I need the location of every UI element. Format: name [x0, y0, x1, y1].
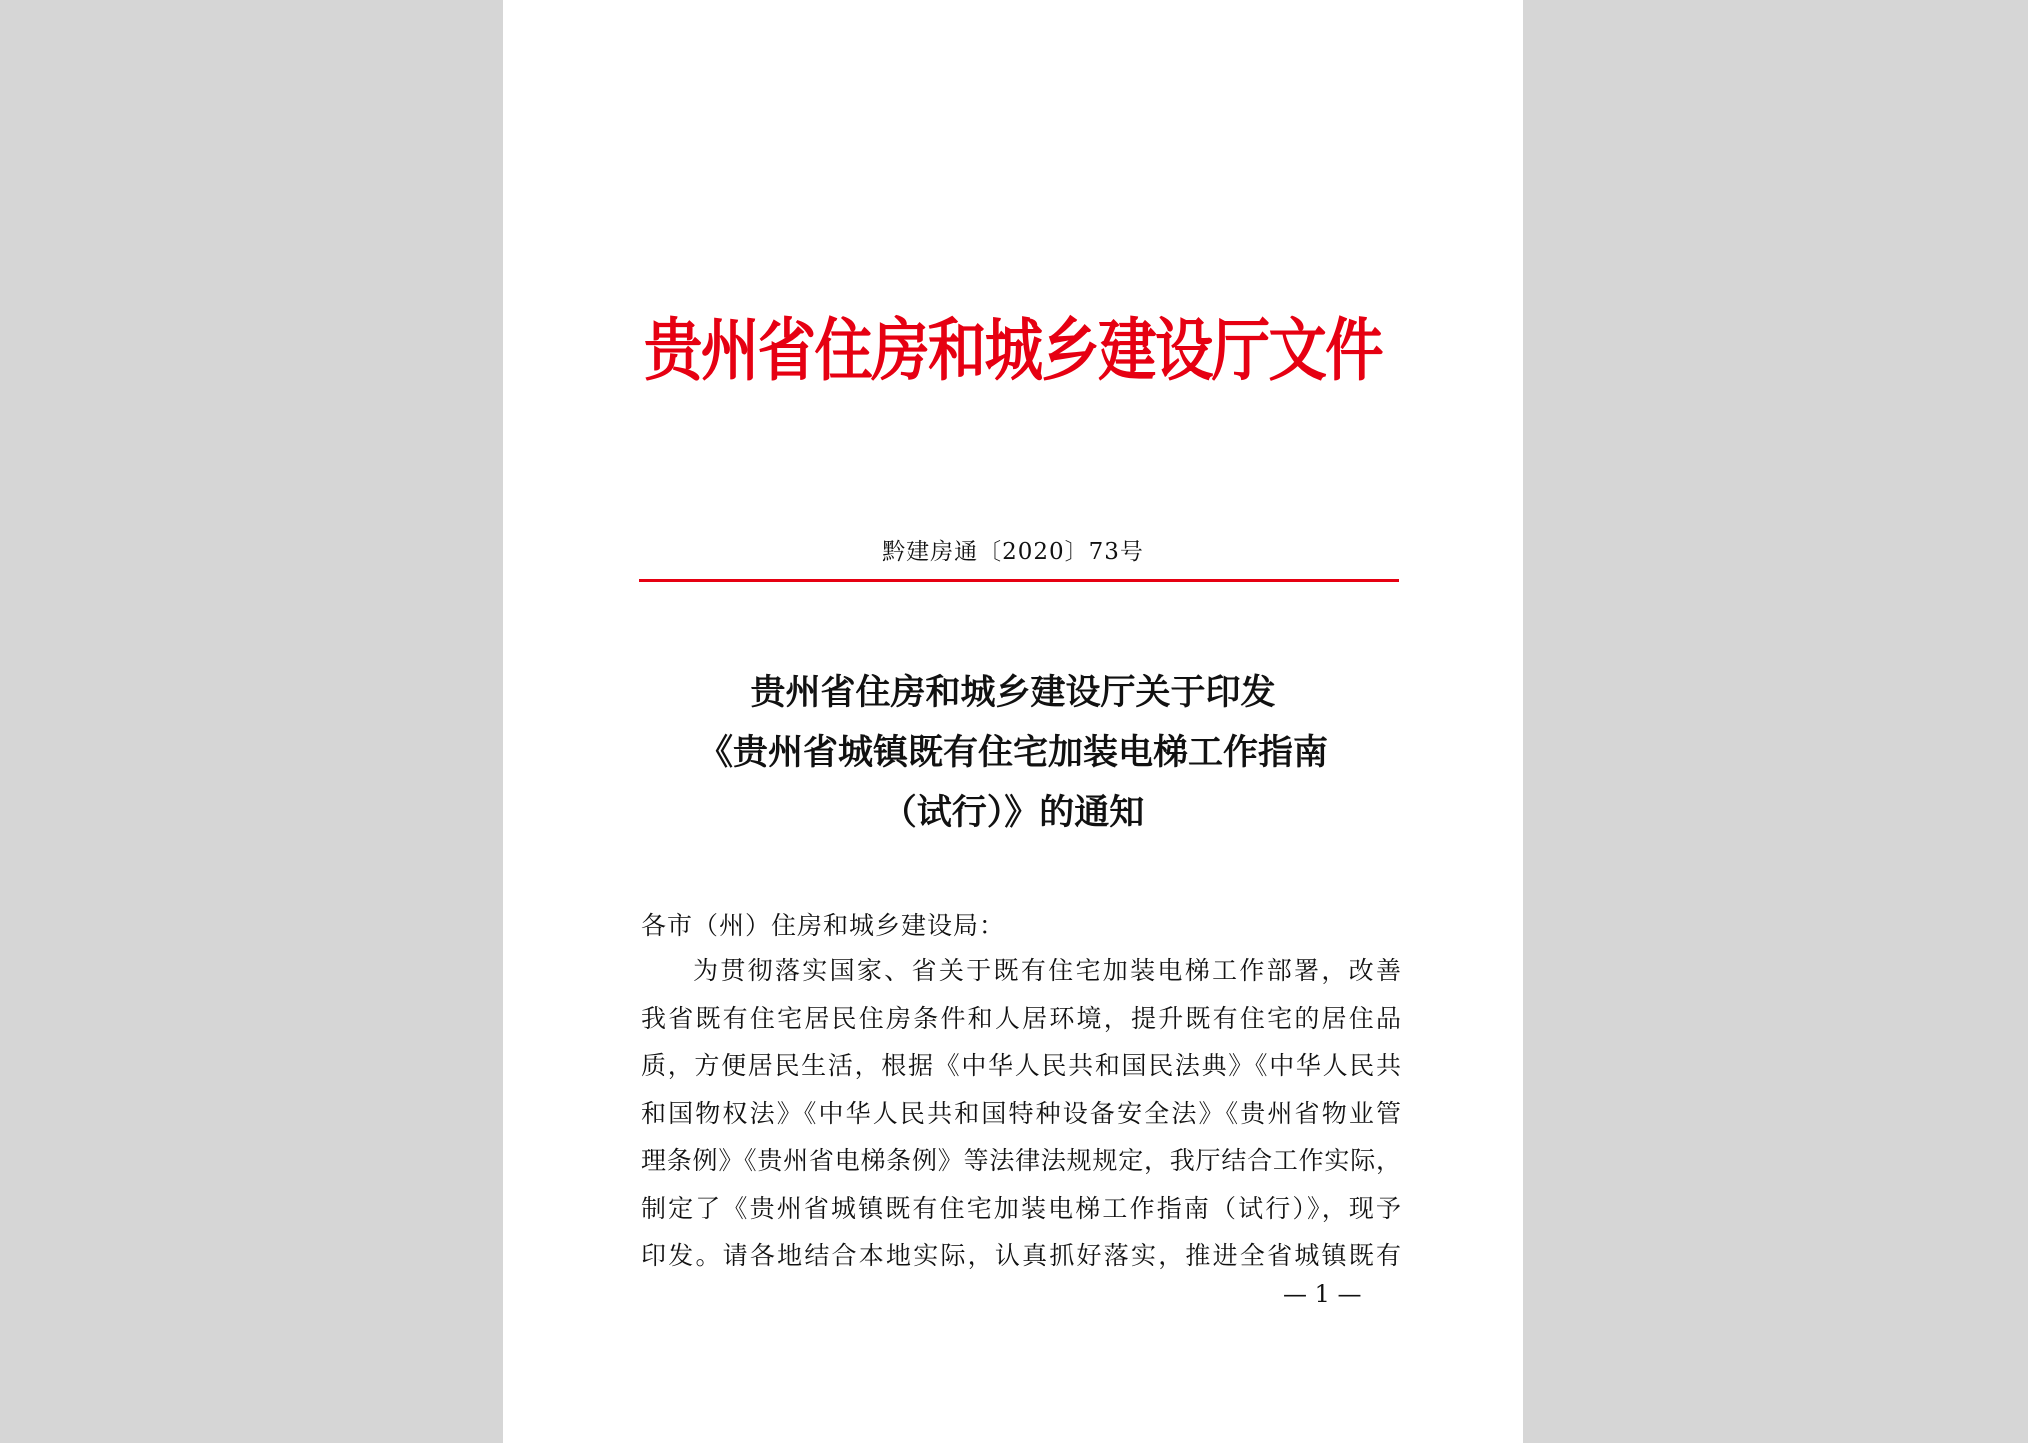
red-divider-line: [639, 579, 1399, 582]
body-line: 理条例》《贵州省电梯条例》等法律法规规定，我厅结合工作实际，: [641, 1146, 1401, 1175]
title-line: 贵州省住房和城乡建设厅关于印发: [750, 672, 1276, 713]
document-title: [503, 663, 1523, 843]
body-line: 质，方便居民生活，根据《中华人民共和国民法典》《中华人民共: [641, 1051, 1401, 1080]
document-page: [503, 0, 1523, 1443]
document-masthead: 贵州省住房和城乡建设厅文件: [644, 312, 1382, 391]
page-number: — 1 —: [1283, 1280, 1362, 1308]
document-number: 黔建房通〔2020〕73号: [882, 539, 1144, 565]
title-line: 《贵州省城镇既有住宅加装电梯工作指南: [697, 732, 1328, 773]
body-line: 和国物权法》《中华人民共和国特种设备安全法》《贵州省物业管: [641, 1098, 1401, 1128]
body-paragraph: [641, 947, 1401, 1280]
body-line: 为贯彻落实国家、省关于既有住宅加装电梯工作部署，改善: [693, 956, 1401, 985]
body-line: 印发。请各地结合本地实际，认真抓好落实，推进全省城镇既有: [641, 1241, 1401, 1270]
title-line: （试行）》的通知: [881, 792, 1145, 833]
salutation: 各市（州）住房和城乡建设局：: [641, 911, 1006, 940]
body-line: 我省既有住宅居民住房条件和人居环境，提升既有住宅的居住品: [641, 1003, 1401, 1033]
body-line: 制定了《贵州省城镇既有住宅加装电梯工作指南（试行）》，现予: [641, 1193, 1401, 1223]
